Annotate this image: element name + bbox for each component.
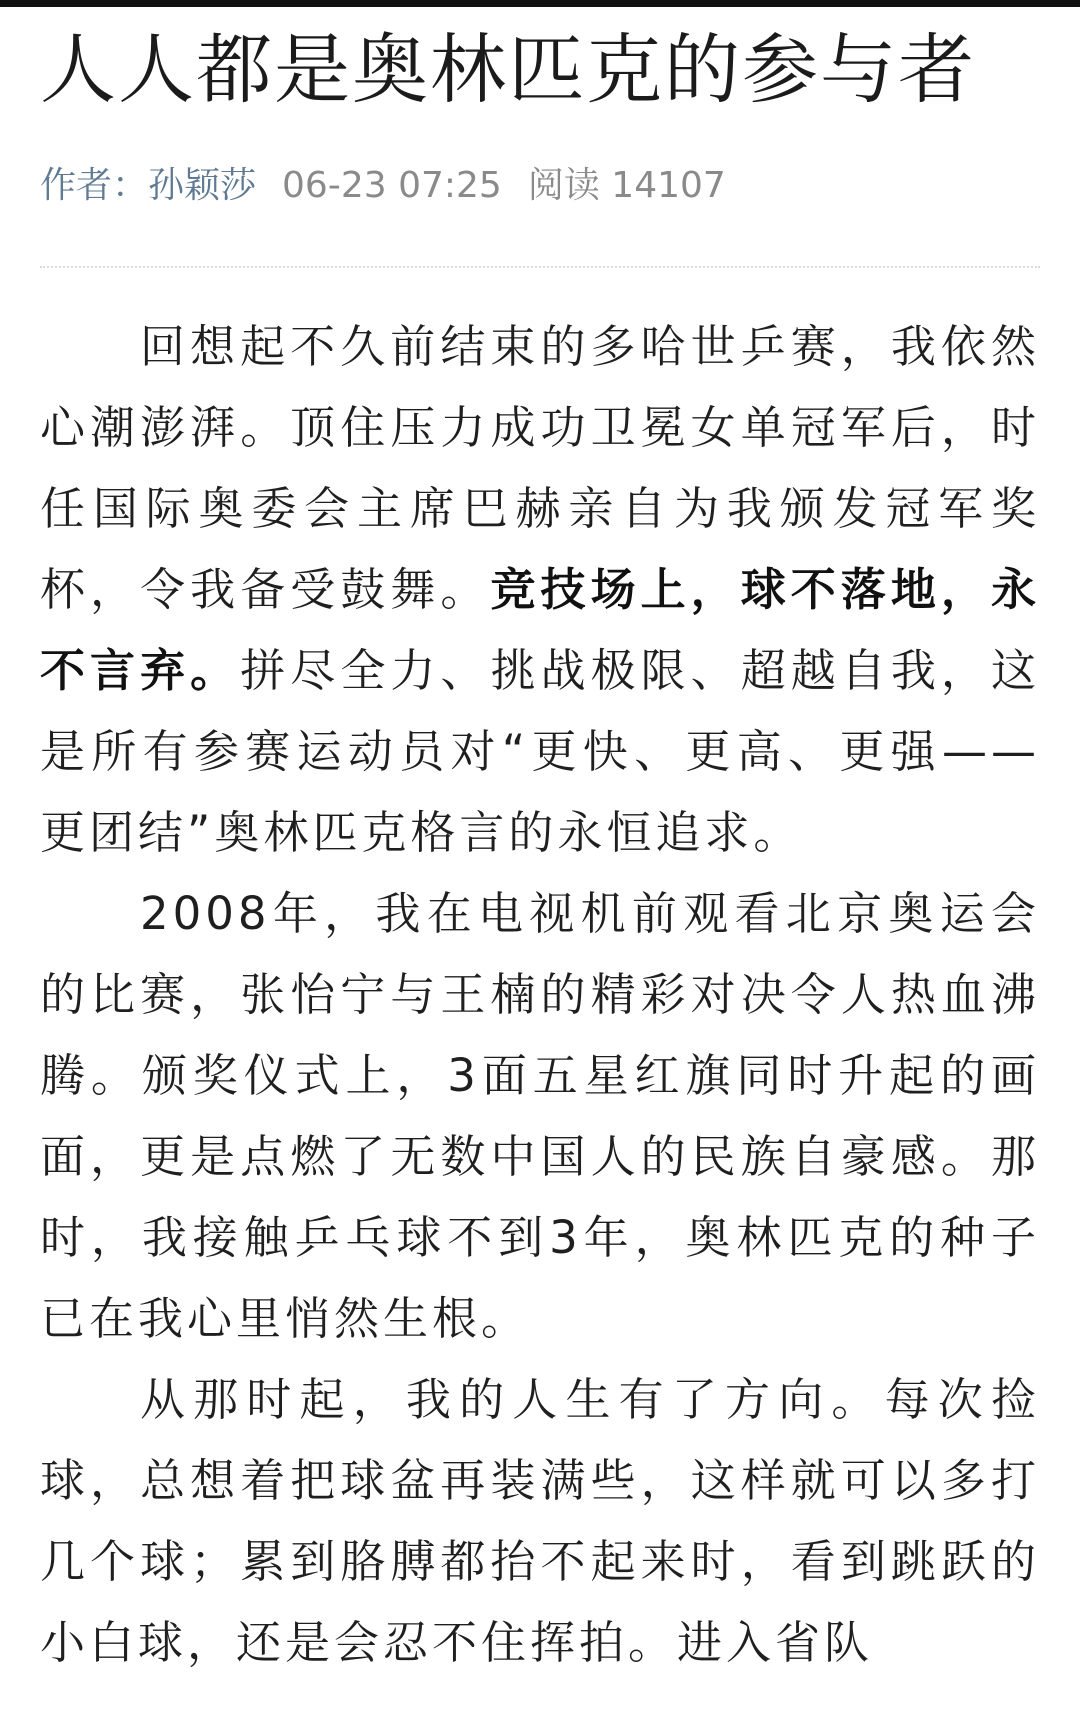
paragraph [40,873,1040,1359]
paragraph-text: 2008年，我在电视机前观看北京奥运会的比赛，张怡宁与王楠的精彩对决令人热血沸腾。颁奖仪式上，3面五星红旗同时升起的画面，更是点燃了无数中国人的民族自豪感。那时，我接触乒乓球不到3年，奥林匹克的种子已在我心里悄然生根。 [40,887,1040,1345]
article [40,20,1040,1683]
reads-label: 阅读 [527,165,600,206]
author-label: 作者： [40,165,149,206]
article-meta [40,158,1040,214]
paragraph-text: 从那时起，我的人生有了方向。每次捡球，总想着把球盆再装满些，这样就可以多打几个球；累到胳膊都抬不起来时，看到跳跃的小白球，还是会忍不住挥拍。进入省队 [40,1373,1040,1669]
paragraph-bold-text: 竞技场上，球不落地，永不言弃。 [40,563,1040,697]
reads-count: 14107 [611,165,726,206]
paragraph-text: 回想起不久前结束的多哈世乒赛，我依然心潮澎湃。顶住压力成功卫冕女单冠军后，时任国际奥委会主席巴赫亲自为我颁发冠军奖杯，令我备受鼓舞。 [40,320,1040,616]
publish-date: 06-23 07:25 [282,165,502,206]
paragraph [40,306,1040,873]
paragraph-text: 拼尽全力、挑战极限、超越自我，这是所有参赛运动员对“更快、更高、更强——更团结”奥林匹克格言的永恒追求。 [40,644,1040,859]
paragraph [40,1359,1040,1683]
article-body [40,306,1040,1683]
author-name[interactable]: 孙颖莎 [148,165,257,206]
top-edge-bar [0,0,1080,7]
meta-divider [40,266,1040,268]
article-title: 人人都是奥林匹克的参与者 [40,25,976,114]
